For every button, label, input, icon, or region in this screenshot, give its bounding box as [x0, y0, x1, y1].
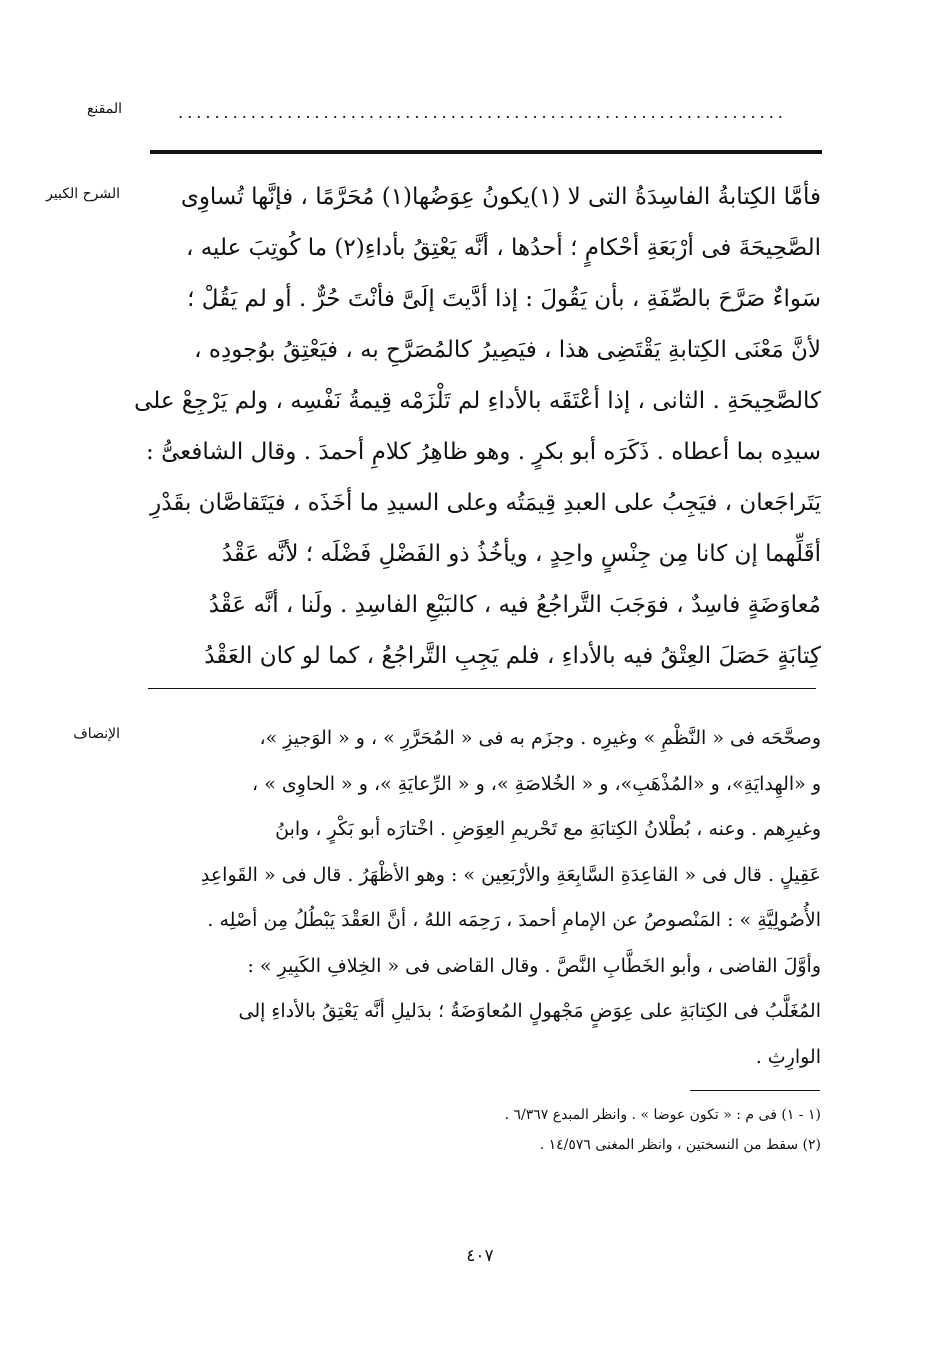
text-line: مُعاوَضَةٍ فاسِدٌ ، فوَجَبَ التَّراجُعُ فيه ، كالبَيْعِ الفاسِدِ . ولَنا ، أنَّه عَقْدُ [208, 592, 821, 618]
footnote-rule [690, 1090, 820, 1091]
page-number: ٤٠٧ [466, 1246, 494, 1266]
text-line: وغيرِهم . وعنه ، بُطْلانُ الكِتابَةِ مع تَحْريمِ العِوَضِ . اخْتارَه أبو بَكْرٍ ، وابنُ [275, 818, 821, 840]
header-rule [150, 150, 822, 154]
insaf-section-label: الإنصاف [73, 726, 120, 742]
sharh-text [129, 172, 821, 682]
text-line: كالصَّحِيحَةِ . الثانى ، إذا أعْتَقَه بالأداءِ لم تَلْزَمْه قِيمةُ نَفْسِه ، ولم يَرْجِعْ على [134, 388, 821, 414]
text-line: وأوَّلَ القاضى ، وأبو الخَطَّابِ النَّصَّ . وقال القاضى فى « الخِلافِ الكَبِيرِ » : [247, 954, 821, 977]
text-line: المُغَلَّبُ فى الكِتابَةِ على عِوَضٍ مَجْهولٍ المُعاوَضَةُ ؛ بدَليلِ أنَّه يَعْتِقُ بالأداءِ إلى [238, 1000, 821, 1022]
text-line: وصحَّحَه فى « النَّظْمِ » وغيرِه . وجزَم به فى « المُحَرَّرِ » ، و « الوَجيزِ »، [259, 727, 821, 749]
text-line: لأنَّ مَعْنَى الكِتابةِ يَقْتَضِى هذا ، فيَصِيرُ كالمُصَرَّحِ به ، فيَعْتِقُ بوُجودِه ، [194, 337, 821, 363]
text-line: عَقِيلٍ . قال فى « القاعِدَةِ السَّابِعَةِ والأرْبَعِين » : وهو الأظْهَرُ . قال فى « القَواعِدِ [200, 863, 821, 886]
text-line: الأُصُولِيَّةِ » : المَنْصوصُ عن الإمامِ أحمدَ ، رَحِمَه اللهُ ، أنَّ العَقْدَ يَبْطُلُ مِن أصْلِه . [207, 909, 821, 931]
text-line: و «الهِدايَةِ»، و «المُذْهَبِ»، و « الخُلاصَةِ »، و « الرِّعايَةِ »، و « الحاوِى » ، [252, 772, 821, 795]
text-line: يَتَراجَعان ، فيَجِبُ على العبدِ قِيمَتُه وعلى السيدِ ما أخَذَه ، فيَتَقاصَّان بقَدْرِ [150, 490, 821, 516]
text-line: فأمَّا الكِتابةُ الفاسِدَةُ التى لا (١)يكونُ عِوَضُها(١) مُحَرَّمًا ، فإنَّها تُساوِى [180, 184, 821, 210]
text-line: كِتابَةٍ حَصَلَ العِتْقُ فيه بالأداءِ ، فلم يَجِبِ التَّراجُعُ ، كما لو كان العَقْدُ [204, 643, 821, 669]
running-title: المقنع [86, 101, 122, 117]
footnote: (١ - ١) فى م : « تكون عوضا » . وانظر المبدع ٦/٣٦٧ . [504, 1107, 821, 1123]
sharh-section-label: الشرح الكبير [46, 186, 120, 202]
text-line: سَواءٌ صَرَّحَ بالصِّفَةِ ، بأن يَقُولَ : إذا أدَّيتَ إلَىَّ فأنْتَ حُرٌّ . أو لم يَقُلْ ؛ [187, 286, 821, 312]
text-line: سيدِه بما أعطاه . ذَكَرَه أبو بكرٍ . وهو ظاهِرُ كلامِ أحمدَ . وقال الشافعىُّ : [146, 439, 821, 465]
text-line: أقَلِّهما إن كانا مِن جِنْسٍ واحِدٍ ، ويأخُذُ ذو الفَضْلِ فَضْلَه ؛ لأنَّه عَقْدُ [221, 541, 821, 567]
text-line: الوارِثِ . [755, 1045, 821, 1068]
footnote: (٢) سقط من النسختين ، وانظر المغنى ١٤/٥٧٦ . [539, 1137, 821, 1153]
insaf-text [141, 716, 821, 1080]
text-line: الصَّحِيحَةَ فى أرْبَعَةِ أحْكامٍ ؛ أحدُها ، أنَّه يَعْتِقُ بأداءِ(٢) ما كُوتِبَ عليه ، [185, 235, 821, 261]
footnotes [141, 1100, 821, 1160]
header-dotted-leader: ................................................................... [178, 104, 787, 122]
section-divider [148, 688, 816, 689]
